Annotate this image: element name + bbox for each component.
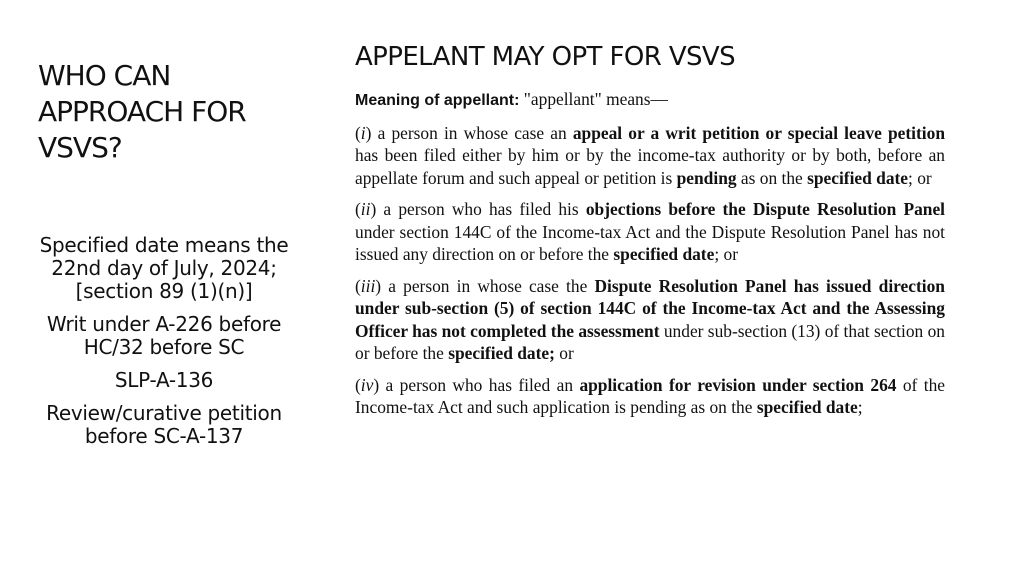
note-writ: Writ under A-226 before HC/32 before SC xyxy=(46,312,282,359)
note-specified-date: Specified date means the 22nd day of July, 2024; [section 89 (1)(n)] xyxy=(39,233,289,303)
clause-text: ; xyxy=(857,397,863,417)
clause-text: ; or xyxy=(714,244,738,264)
clause-text: or xyxy=(554,343,574,363)
clause-text: under section 144C of the Income-tax Act and the Dispute Resolution Panel has not issued any direction on or before the xyxy=(355,221,945,264)
clause-i: (i) a person in whose case an appeal or a writ petition or special leave petition has been filed either by him or by the income-tax authority or by both, before an appellate forum and such appeal or petition is pending as on the specified date; or xyxy=(355,122,945,188)
right-title: APPELANT MAY OPT FOR VSVS xyxy=(355,42,736,72)
note-slp: SLP-A-136 xyxy=(114,368,214,392)
clause-bold-text: specified date xyxy=(756,397,858,417)
clause-list xyxy=(355,122,945,419)
clause-text: of the Income-tax Act and such application is pending as on the xyxy=(355,374,945,417)
left-title: WHO CAN APPROACH FOR VSVS? xyxy=(38,59,246,164)
meaning-line xyxy=(355,88,945,113)
clause-bold-text: specified date xyxy=(613,244,715,264)
clause-text: a person who has filed his xyxy=(376,199,586,219)
clause-number: ii xyxy=(360,199,371,219)
clause-bold-text: specified date xyxy=(807,167,909,188)
clause-ii: (ii) a person who has filed his objections before the Dispute Resolution Panel under section 144C of the Income-tax Act and the Dispute Resolution Panel has not issued any direction on or before the specified date; or xyxy=(355,199,945,264)
clause-number: iv xyxy=(360,374,374,395)
clause-text: as on the xyxy=(736,167,808,188)
meaning-text: "appellant" means— xyxy=(519,89,668,109)
meaning-label: Meaning of appellant: xyxy=(355,92,520,109)
clause-text: has been filed either by him or by the income-tax authority or by both, before an appellate forum and such appeal or petition is xyxy=(355,145,945,188)
clause-text: a person who has filed an xyxy=(379,374,580,395)
clause-text: a person in whose case an xyxy=(371,122,573,143)
clause-bold-text: Dispute Resolution Panel has issued direction under sub-section (5) of section 144C of the Income-tax Act and the Assessing Officer has not completed the assessment xyxy=(355,275,945,341)
clause-bold-text: pending xyxy=(676,167,737,188)
clause-bold-text: application for revision under section 264 xyxy=(579,374,897,395)
clause-iv: (iv) a person who has filed an application for revision under section 264 of the Income-tax Act and such application is pending as on the specified date; xyxy=(355,374,945,417)
clause-bold-text: specified date; xyxy=(448,343,555,363)
clause-number: i xyxy=(360,122,366,143)
clause-text: ; or xyxy=(908,167,932,188)
appellant-definition xyxy=(355,88,945,428)
clause-text: under sub-section (13) of that section on or before the xyxy=(355,320,945,363)
note-review-curative: Review/curative petition before SC-A-137 xyxy=(46,401,282,448)
clause-bold-text: appeal or a writ petition or special leave petition xyxy=(572,122,945,143)
clause-number: iii xyxy=(360,275,376,296)
left-notes xyxy=(30,234,298,458)
clause-bold-text: objections before the Dispute Resolution Panel xyxy=(585,199,945,219)
clause-iii: (iii) a person in whose case the Dispute Resolution Panel has issued direction under sub-section (5) of section 144C of the Income-tax Act and the Assessing Officer has not completed the assessment under sub-section (13) of that section on or before the specified date; or xyxy=(355,275,945,363)
clause-text: a person in whose case the xyxy=(381,275,595,296)
